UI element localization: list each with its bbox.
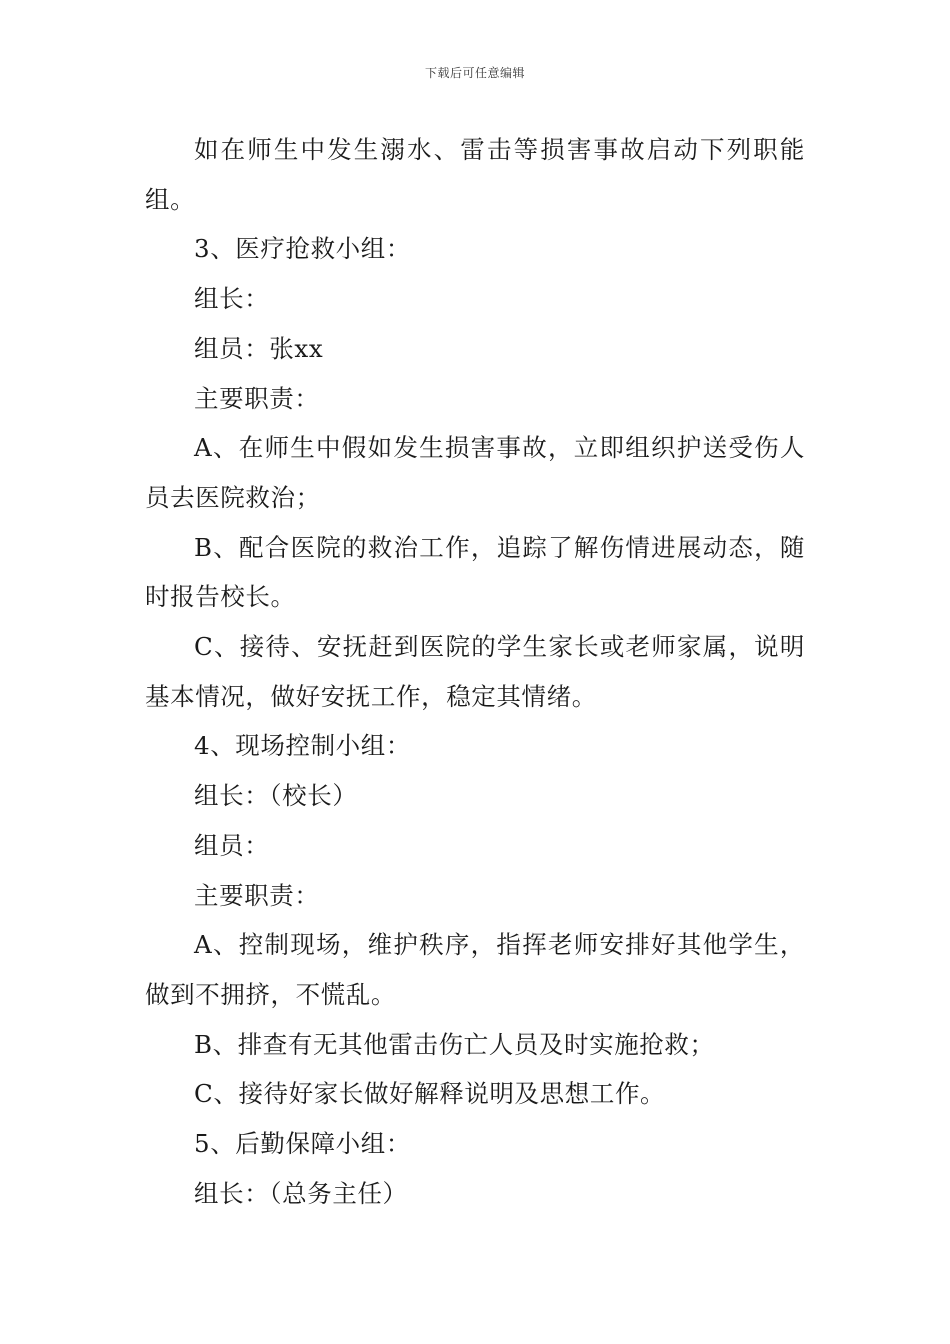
document-body [145,125,805,1218]
group-leader-line: 组长：（总务主任） [194,1178,408,1208]
section-heading-site-control: 4、现场控制小组： [194,731,411,761]
duty-item-a: A、在师生中假如发生损害事故，立即组织护送受伤人员去医院救治； [145,433,805,512]
main-duties-label: 主要职责： [194,880,320,910]
group-leader-line: 组长：（校长） [194,781,358,811]
paragraph-intro: 如在师生中发生溺水、雷击等损害事故启动下列职能组。 [145,135,805,214]
group-leader-line: 组长： [194,284,270,314]
duty-item-c: C、接待、安抚赶到医院的学生家长或老师家属，说明基本情况，做好安抚工作，稳定其情绪。 [145,632,805,711]
main-duties-label: 主要职责： [194,383,320,413]
duty-item-b: B、排查有无其他雷击伤亡人员及时实施抢救； [194,1029,715,1059]
duty-item-a: A、控制现场，维护秩序，指挥老师安排好其他学生，做到不拥挤，不慌乱。 [145,930,805,1009]
duty-item-c: C、接待好家长做好解释说明及思想工作。 [194,1079,666,1109]
page-header: 下载后可任意编辑 [424,66,525,80]
group-members-line: 组员： [194,830,270,860]
section-heading-medical-rescue: 3、医疗抢救小组： [194,234,411,264]
duty-item-b: B、配合医院的救治工作，追踪了解伤情进展动态，随时报告校长。 [145,532,805,612]
section-heading-logistics: 5、后勤保障小组： [194,1129,411,1159]
group-members-line: 组员：张xx [194,333,324,363]
